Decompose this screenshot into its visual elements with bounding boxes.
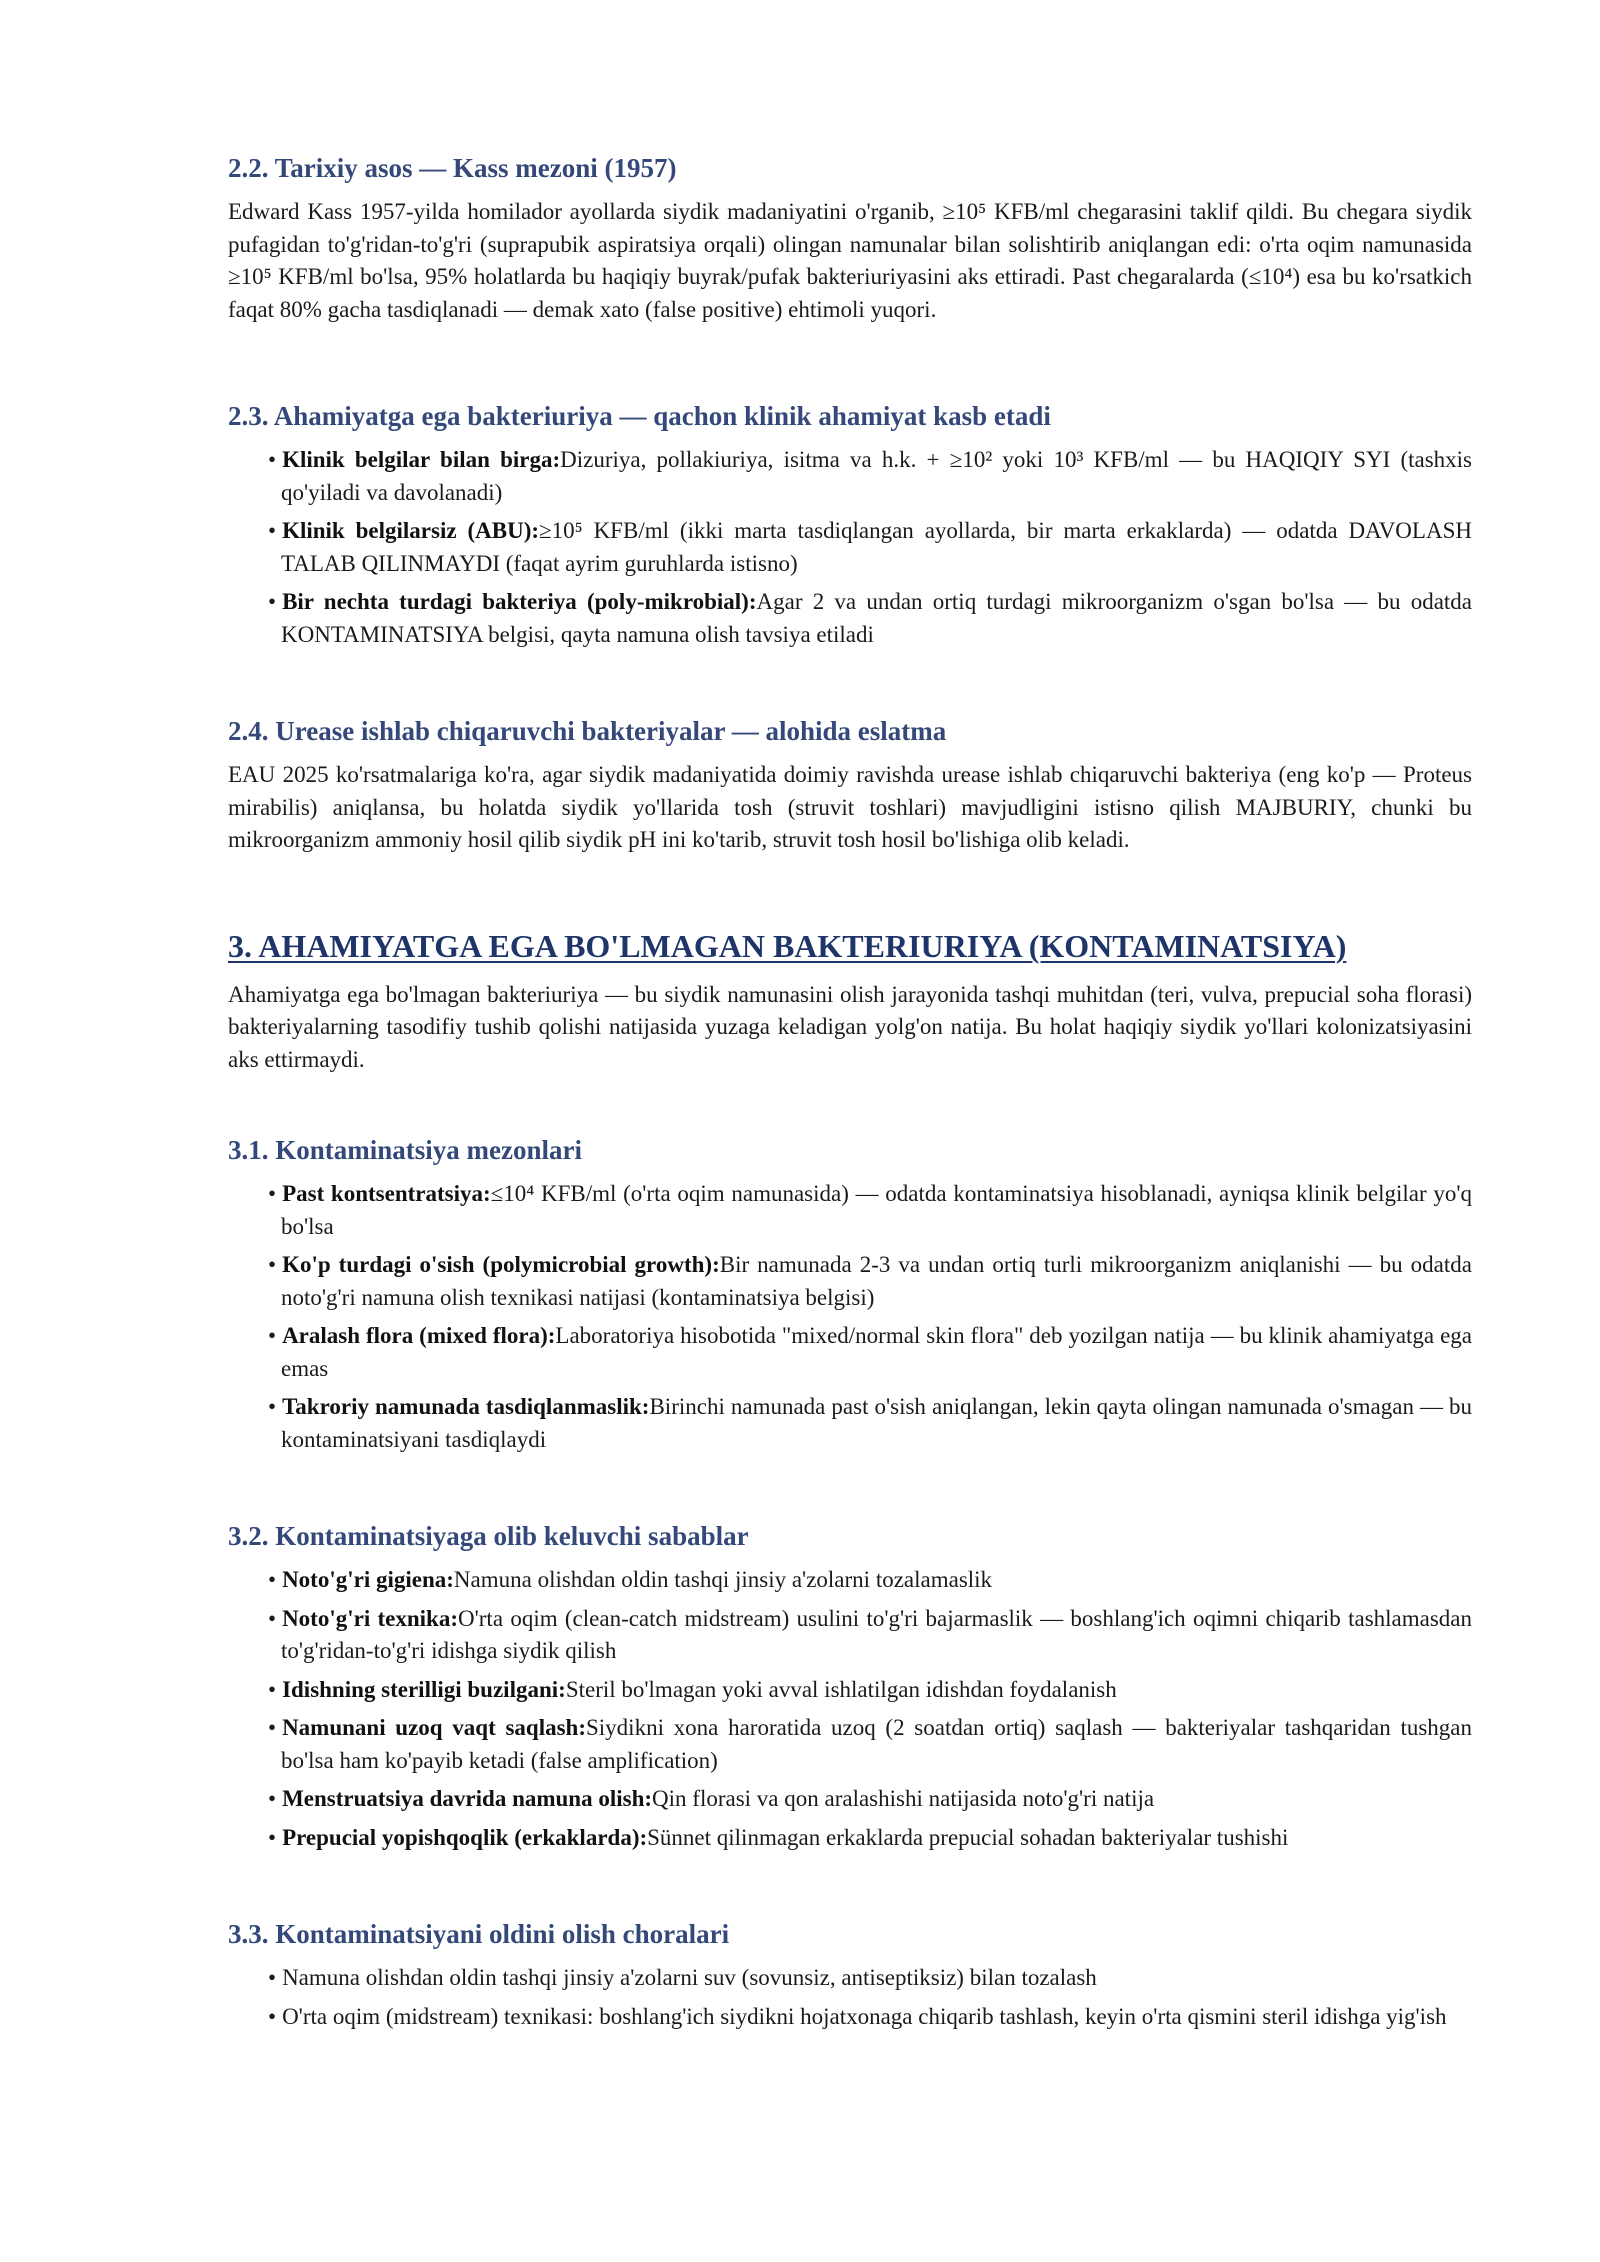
bullet-icon: • (268, 1323, 277, 1348)
bullet-icon: • (268, 1394, 277, 1419)
list-item (228, 1603, 1472, 1668)
section-3-3-list (228, 1962, 1472, 2033)
list-item-text: Birinchi namunada past o'sish aniqlangan, lekin qayta olingan namunada o'smagan — bu kontaminatsiyani tasdiqlaydi (281, 1394, 1472, 1452)
list-item-text: ≤10⁴ KFB/ml (o'rta oqim namunasida) — odatda kontaminatsiya hisoblanadi, ayniqsa klinik belgilar yo'q bo'lsa (281, 1181, 1472, 1239)
list-item-term: Past kontsentratsiya: (282, 1181, 491, 1206)
list-item-text: Siydikni xona haroratida uzoq (2 soatdan ortiq) saqlash — bakteriyalar tashqaridan tushgan bo'lsa ham ko'payib ketadi (false amplification) (281, 1715, 1472, 1773)
list-item-term: Klinik belgilarsiz (ABU): (282, 518, 540, 543)
list-item (228, 1249, 1472, 1314)
section-3-paragraph: Ahamiyatga ega bo'lmagan bakteriuriya — bu siydik namunasini olish jarayonida tashqi muhitdan (teri, vulva, prepucial soha florasi) bakteriyalarning tasodifiy tushib qolishi natijasida yuzaga keladigan yolg'on natija. Bu holat haqiqiy siydik yo'llari kolonizatsiyasini aks ettirmaydi. (228, 981, 1472, 1072)
bullet-icon: • (268, 447, 277, 472)
section-3-heading: 3. AHAMIYATGA EGA BO'LMAGAN BAKTERIURIYA (KONTAMINATSIYA) (228, 927, 1347, 964)
section-3-1-heading: 3.1. Kontaminatsiya mezonlari (228, 1135, 582, 1165)
bullet-icon: • (268, 1824, 277, 1850)
bullet-icon: • (268, 2003, 277, 2029)
list-item-text: O'rta oqim (midstream) texnikasi: boshlang'ich siydikni hojatxonaga chiqarib tashlash, keyin o'rta qismini steril idishga yig'ish (282, 2003, 1447, 2029)
section-2-4 (228, 713, 1472, 857)
list-item-text: Sünnet qilinmagan erkaklarda prepucial sohadan bakteriyalar tushishi (647, 1824, 1289, 1850)
list-item (228, 2001, 1472, 2034)
list-item-term: Takroriy namunada tasdiqlanmaslik: (282, 1394, 650, 1419)
list-item (228, 1674, 1472, 1707)
list-item-term: Idishning sterilligi buzilgani: (282, 1676, 566, 1702)
list-item (228, 1178, 1472, 1243)
list-item-term: Bir nechta turdagi bakteriya (poly-mikrobial): (282, 589, 757, 614)
list-item (228, 586, 1472, 651)
list-item-text: O'rta oqim (clean-catch midstream) usulini to'g'ri bajarmaslik — boshlang'ich oqimni chiqarib tashlamasdan to'g'ridan-to'g'ri idishga siydik qilish (281, 1605, 1472, 1663)
bullet-icon: • (268, 1676, 277, 1702)
list-item (228, 1564, 1472, 1597)
section-2-2 (228, 150, 1472, 326)
list-item-text: Qin florasi va qon aralashishi natijasida noto'g'ri natija (652, 1786, 1155, 1811)
bullet-icon: • (268, 1965, 277, 1990)
list-item-term: Ko'p turdagi o'sish (polymicrobial growth): (282, 1252, 720, 1277)
list-item-term: Menstruatsiya davrida namuna olish: (282, 1786, 653, 1811)
list-item-text: ≥10⁵ KFB/ml (ikki marta tasdiqlangan ayollarda, bir marta erkaklarda) — odatda DAVOLASH TALAB QILINMAYDI (faqat ayrim guruhlarda istisno) (281, 518, 1472, 576)
list-item-text: Laboratoriya hisobotida "mixed/normal skin flora" deb yozilgan natija — bu klinik ahamiyatga ega emas (281, 1323, 1473, 1381)
section-2-3-heading: 2.3. Ahamiyatga ega bakteriuriya — qachon klinik ahamiyat kasb etadi (228, 401, 1051, 431)
section-2-2-heading: 2.2. Tarixiy asos — Kass mezoni (1957) (228, 153, 677, 183)
bullet-icon: • (268, 518, 277, 543)
list-item-text: Steril bo'lmagan yoki avval ishlatilgan idishdan foydalanish (565, 1676, 1117, 1702)
list-item (228, 1391, 1472, 1456)
bullet-icon: • (268, 589, 277, 614)
list-item-term: Prepucial yopishqoqlik (erkaklarda): (282, 1824, 648, 1850)
section-3-2-list (228, 1564, 1472, 1854)
list-item (228, 1783, 1472, 1816)
bullet-icon: • (268, 1605, 277, 1631)
list-item (228, 1822, 1472, 1855)
list-item (228, 1712, 1472, 1777)
section-3-3-heading: 3.3. Kontaminatsiyani oldini olish choralari (228, 1919, 730, 1949)
list-item (228, 1320, 1472, 1385)
list-item (228, 1962, 1472, 1995)
section-3-1 (228, 1132, 1472, 1456)
list-item-text: Namuna olishdan oldin tashqi jinsiy a'zolarni suv (sovunsiz, antiseptiksiz) bilan tozalash (282, 1965, 1097, 1990)
bullet-icon: • (268, 1252, 277, 1277)
list-item-term: Namunani uzoq vaqt saqlash: (282, 1715, 586, 1740)
list-item-term: Noto'g'ri gigiena: (282, 1567, 454, 1592)
bullet-icon: • (268, 1181, 277, 1206)
list-item-term: Aralash flora (mixed flora): (282, 1323, 556, 1348)
bullet-icon: • (268, 1567, 277, 1592)
list-item-term: Noto'g'ri texnika: (282, 1605, 459, 1631)
section-3-1-list (228, 1178, 1472, 1456)
section-3-2-heading: 3.2. Kontaminatsiyaga olib keluvchi sabablar (228, 1521, 749, 1551)
list-item-text: Dizuriya, pollakiuriya, isitma va h.k. + ≥10² yoki 10³ KFB/ml — bu HAQIQIY SYI (tashxis qo'yiladi va davolanadi) (281, 447, 1472, 505)
section-2-4-paragraph: EAU 2025 ko'rsatmalariga ko'ra, agar siydik madaniyatida doimiy ravishda urease ishlab chiqaruvchi bakteriya (eng ko'p — Proteus mirabilis) aniqlansa, bu holatda siydik yo'llarida tosh (struvit toshlari) mavjudligini istisno qilish MAJBURIY, chunki bu mikroorganizm ammoniy hosil qilib siydik pH ini ko'tarib, struvit tosh hosil bo'lishiga olib keladi. (228, 762, 1472, 852)
section-2-4-heading: 2.4. Urease ishlab chiqaruvchi bakteriyalar — alohida eslatma (228, 716, 947, 746)
section-2-2-paragraph: Edward Kass 1957-yilda homilador ayollarda siydik madaniyatini o'rganib, ≥10⁵ KFB/ml chegarasini taklif qildi. Bu chegara siydik pufagidan to'g'ridan-to'g'ri (suprapubik aspiratsiya orqali) olingan namunalar bilan solishtirib aniqlangan edi: o'rta oqim namunasida ≥10⁵ KFB/ml bo'lsa, 95% holatlarda bu haqiqiy buyrak/pufak bakteriuriyasini aks ettiradi. Past chegaralarda (≤10⁴) esa bu ko'rsatkich faqat 80% gacha tasdiqlanadi — demak xato (false positive) ehtimoli yuqori. (228, 199, 1472, 322)
list-item-text: Agar 2 va undan ortiq turdagi mikroorganizm o'sgan bo'lsa — bu odatda KONTAMINATSIYA belgisi, qayta namuna olish tavsiya etiladi (281, 589, 1472, 647)
list-item (228, 444, 1472, 509)
section-3-3 (228, 1916, 1472, 2033)
bullet-icon: • (268, 1786, 277, 1811)
section-2-3 (228, 398, 1472, 651)
list-item (228, 515, 1472, 580)
list-item-term: Klinik belgilar bilan birga: (282, 447, 561, 472)
document-page (228, 150, 1472, 2039)
section-2-3-list (228, 444, 1472, 651)
list-item-text: Namuna olishdan oldin tashqi jinsiy a'zolarni tozalamaslik (453, 1567, 993, 1592)
section-3-2 (228, 1518, 1472, 1854)
section-3 (228, 925, 1472, 1077)
bullet-icon: • (268, 1715, 277, 1740)
list-item-text: Bir namunada 2-3 va undan ortiq turli mikroorganizm aniqlanishi — bu odatda noto'g'ri namuna olish texnikasi natijasi (kontaminatsiya belgisi) (281, 1252, 1472, 1310)
